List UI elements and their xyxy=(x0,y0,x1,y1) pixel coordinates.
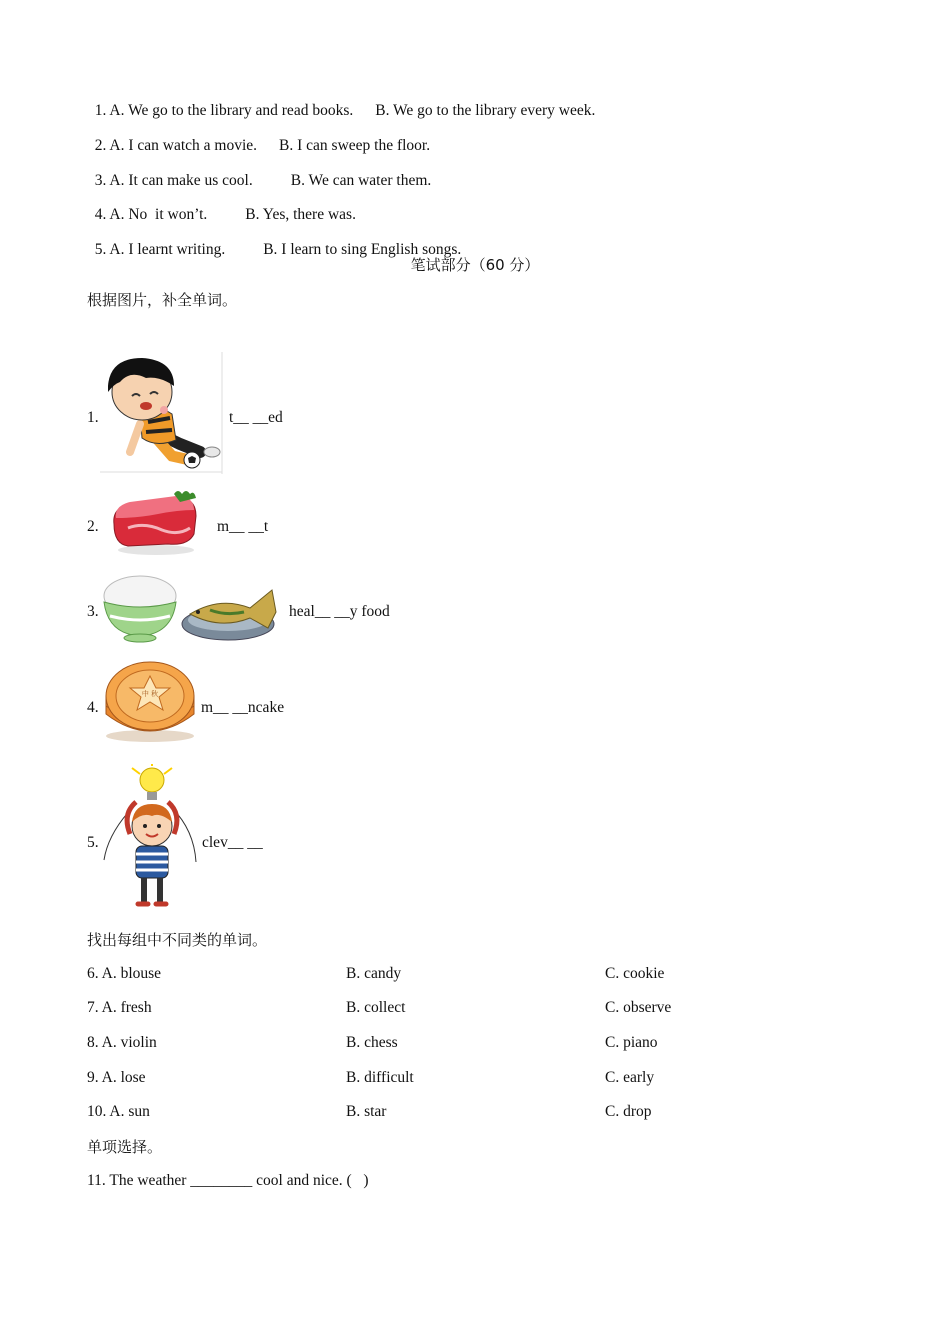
picture-word-1: t__ __ed xyxy=(229,409,283,426)
mooncake-icon xyxy=(102,656,198,744)
picture-item-number: 2. xyxy=(87,518,99,535)
section-title-multiple-choice: 单项选择。 xyxy=(87,1138,163,1156)
picture-item-number: 4. xyxy=(87,699,99,716)
picture-word-2: m__ __t xyxy=(217,518,269,535)
picture-item-number: 5. xyxy=(87,834,99,851)
svg-text:中 秋: 中 秋 xyxy=(141,690,159,698)
listening-item-4: 4. A. No it won’t. B. Yes, there was. xyxy=(94,206,356,223)
picture-word-5: clev__ __ xyxy=(202,834,263,851)
written-section-heading: 笔试部分（60 分） xyxy=(410,256,540,274)
listening-item-2: 2. A. I can watch a movie. B. I can sweep the floor. xyxy=(94,137,431,154)
picture-item-number: 3. xyxy=(87,603,99,620)
picture-word-4: m__ __ncake xyxy=(201,699,285,716)
clever-boy-icon xyxy=(102,764,200,910)
boy-tired-icon xyxy=(100,352,224,474)
meat-icon xyxy=(108,488,204,556)
listening-item-5: 5. A. I learnt writing. B. I learn to sing English songs. xyxy=(94,241,462,258)
listening-item-3: 3. A. It can make us cool. B. We can water them. xyxy=(94,172,432,189)
question-11: 11. The weather ________ cool and nice. ( ) xyxy=(87,1172,369,1189)
rice-fish-icon xyxy=(100,572,286,644)
picture-word-3: heal__ __y food xyxy=(289,603,390,620)
picture-item-number: 1. xyxy=(87,409,99,426)
section-title-fill-words: 根据图片，补全单词。 xyxy=(87,291,238,309)
listening-item-1: 1. A. We go to the library and read books. B. We go to the library every week. xyxy=(94,102,596,119)
section-title-odd-one-out: 找出每组中不同类的单词。 xyxy=(87,931,268,949)
